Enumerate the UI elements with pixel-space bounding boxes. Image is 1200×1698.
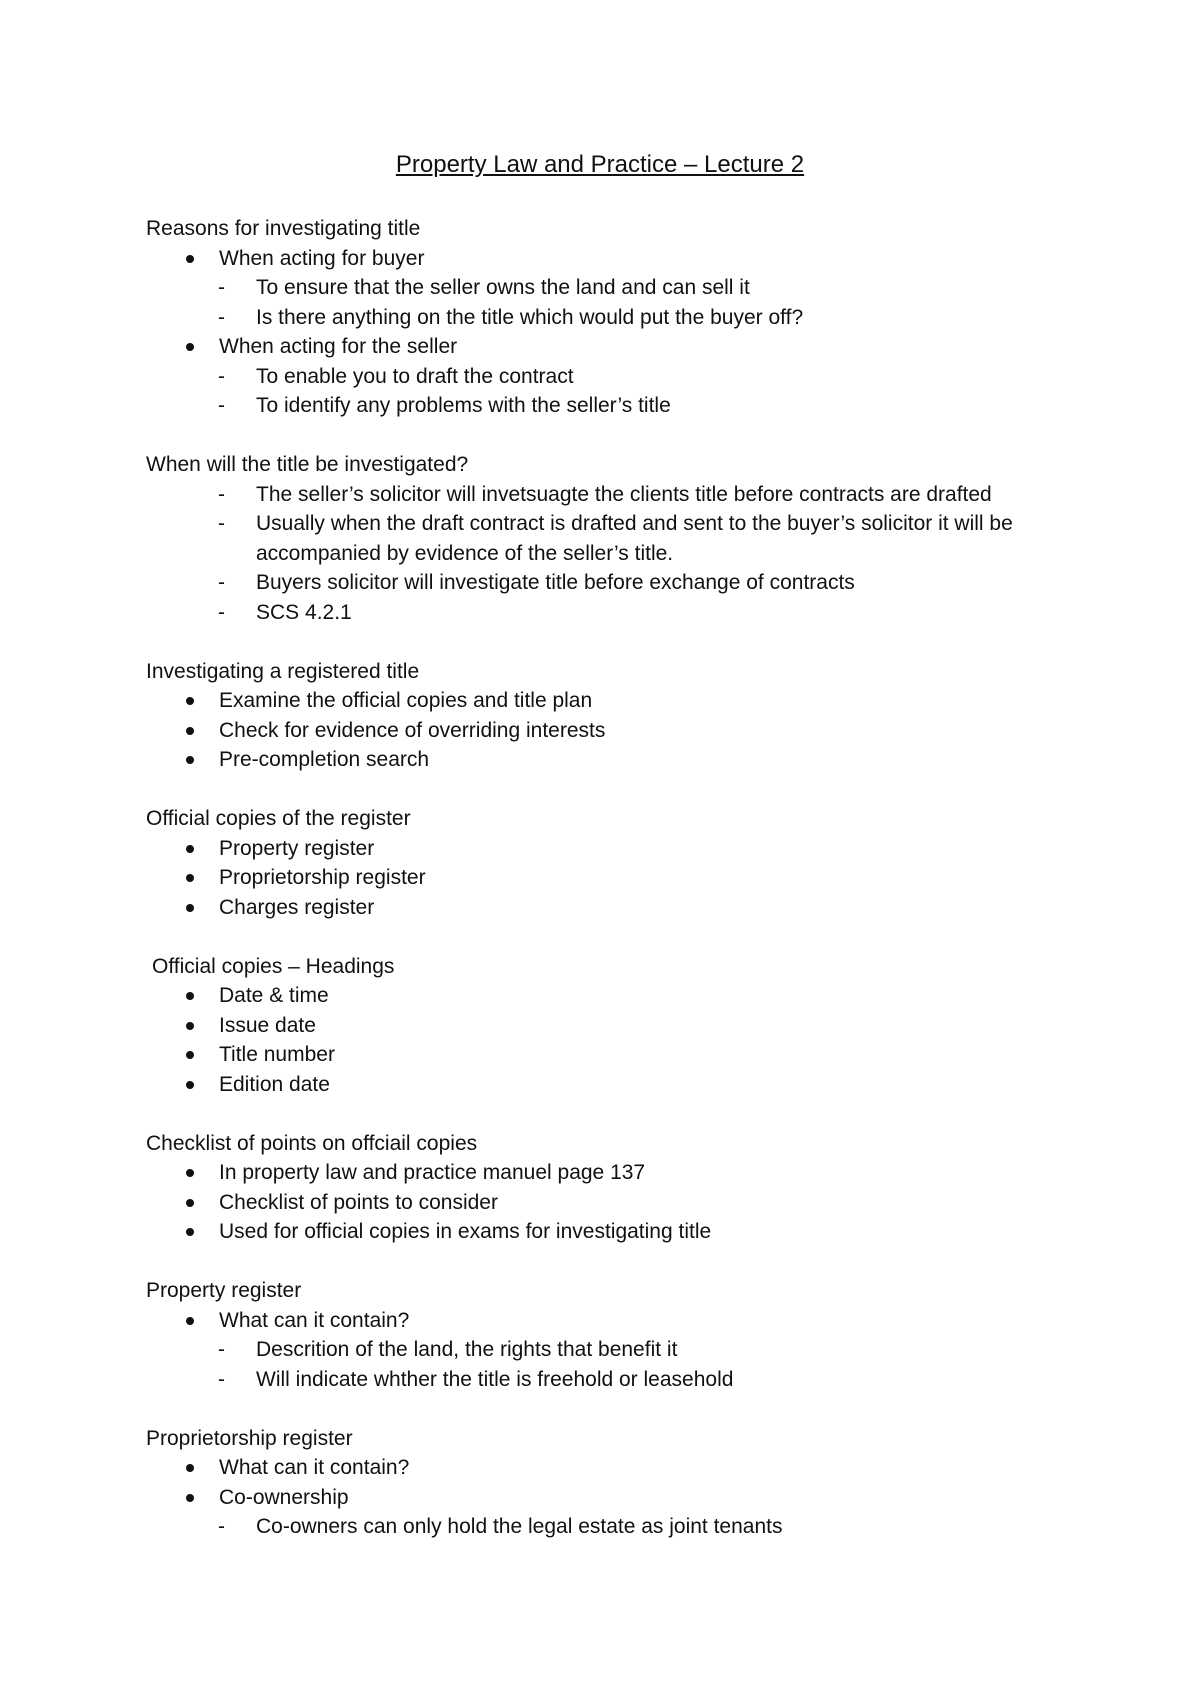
dash-item	[146, 1365, 1066, 1395]
bullet-item	[146, 1188, 1066, 1218]
section-heading: When will the title be investigated?	[146, 453, 469, 476]
section-reasons-for-investigating-title	[146, 214, 1066, 421]
bullet-item	[146, 1040, 1066, 1070]
dash-item	[146, 509, 1066, 568]
section-heading: Investigating a registered title	[146, 659, 420, 683]
bullet-icon	[186, 1022, 194, 1030]
bullet-text: Used for official copies in exams for investigating title	[219, 1220, 712, 1243]
dash-icon: -	[218, 276, 225, 299]
bullet-text: When acting for buyer	[219, 246, 425, 270]
bullet-item	[146, 1158, 1066, 1188]
bullet-item	[146, 863, 1066, 893]
dash-text: SCS 4.2.1	[256, 600, 352, 624]
dash-item	[146, 568, 1066, 598]
page-title: Property Law and Practice – Lecture 2	[395, 151, 805, 178]
bullet-text: What can it contain?	[219, 1456, 410, 1479]
dash-icon: -	[218, 1367, 225, 1391]
bullet-text: Checklist of points to consider	[219, 1190, 498, 1214]
dash-text: The seller’s solicitor will invetsuagte the clients title before contracts are drafted	[256, 482, 992, 506]
dash-icon: -	[218, 482, 225, 506]
bullet-text: Pre-completion search	[219, 748, 430, 771]
dash-icon: -	[218, 600, 225, 624]
dash-icon: -	[218, 305, 225, 329]
section-property-register	[146, 1276, 1066, 1394]
dash-text: To ensure that the seller owns the land and can sell it	[256, 276, 750, 299]
dash-item	[146, 391, 1066, 421]
bullet-text: Title number	[219, 1043, 335, 1066]
bullet-text: Property register	[219, 836, 375, 860]
bullet-icon	[186, 1464, 194, 1472]
bullet-icon	[186, 1199, 194, 1207]
bullet-text: Charges register	[219, 895, 375, 919]
bullet-icon	[186, 756, 194, 764]
bullet-text: Date & time	[219, 984, 329, 1007]
bullet-item	[146, 834, 1066, 864]
bullet-icon	[186, 1081, 194, 1089]
section-heading: Proprietorship register	[146, 1426, 353, 1450]
dash-item	[146, 598, 1066, 628]
bullet-text: Check for evidence of overriding interests	[219, 718, 606, 742]
bullet-text: Edition date	[219, 1072, 330, 1096]
dash-icon: -	[218, 1338, 225, 1361]
bullet-icon	[186, 874, 194, 882]
dash-text: Usually when the draft contract is drafted and sent to the buyer’s solicitor it will be accompanied by evidence of the seller’s title.	[256, 512, 1013, 565]
bullet-icon	[186, 845, 194, 853]
bullet-item	[146, 1011, 1066, 1041]
dash-icon: -	[218, 364, 225, 388]
dash-text: Will indicate whther the title is freehold or leasehold	[256, 1367, 734, 1391]
section-heading: Property register	[146, 1279, 302, 1302]
section-heading: Official copies – Headings	[152, 954, 395, 978]
bullet-icon	[186, 697, 194, 705]
dash-icon: -	[218, 394, 225, 417]
bullet-text: In property law and practice manuel page 137	[219, 1161, 646, 1184]
bullet-icon	[186, 1051, 194, 1059]
bullet-item	[146, 332, 1066, 362]
bullet-icon	[186, 1169, 194, 1177]
bullet-item	[146, 244, 1066, 274]
bullet-icon	[186, 904, 194, 912]
bullet-icon	[186, 1317, 194, 1325]
section-official-copies-headings	[146, 952, 1066, 1100]
bullet-item	[146, 981, 1066, 1011]
bullet-text: What can it contain?	[219, 1308, 410, 1332]
section-when-will-title-be-investigated	[146, 450, 1066, 627]
bullet-icon	[186, 727, 194, 735]
bullet-text: Issue date	[219, 1013, 316, 1037]
section-investigating-registered-title	[146, 657, 1066, 775]
document-body	[146, 214, 1066, 1571]
bullet-item	[146, 1306, 1066, 1336]
section-heading: Official copies of the register	[146, 807, 411, 830]
dash-icon: -	[218, 1515, 225, 1538]
bullet-text: Proprietorship register	[219, 866, 426, 889]
dash-item	[146, 1335, 1066, 1365]
bullet-item	[146, 1070, 1066, 1100]
bullet-item	[146, 686, 1066, 716]
dash-item	[146, 303, 1066, 333]
section-heading: Reasons for investigating title	[146, 217, 421, 240]
dash-item	[146, 273, 1066, 303]
bullet-item	[146, 716, 1066, 746]
bullet-icon	[186, 992, 194, 1000]
section-official-copies-of-register	[146, 804, 1066, 922]
dash-text: Is there anything on the title which would put the buyer off?	[256, 305, 804, 329]
bullet-text: Examine the official copies and title plan	[219, 689, 593, 712]
bullet-item	[146, 1217, 1066, 1247]
dash-text: Buyers solicitor will investigate title before exchange of contracts	[256, 571, 855, 594]
bullet-item	[146, 893, 1066, 923]
bullet-icon	[186, 1494, 194, 1502]
section-checklist-official-copies	[146, 1129, 1066, 1247]
section-heading: Checklist of points on offciail copies	[146, 1131, 478, 1155]
dash-item	[146, 480, 1066, 510]
bullet-item	[146, 745, 1066, 775]
bullet-item	[146, 1453, 1066, 1483]
dash-icon: -	[218, 571, 225, 594]
section-proprietorship-register	[146, 1424, 1066, 1542]
bullet-icon	[186, 1228, 194, 1236]
bullet-text: Co-ownership	[219, 1485, 349, 1509]
dash-text: Co-owners can only hold the legal estate as joint tenants	[256, 1515, 783, 1538]
dash-icon: -	[218, 512, 225, 535]
dash-item	[146, 1512, 1066, 1542]
dash-text: To identify any problems with the seller’s title	[256, 394, 671, 417]
dash-text: Descrition of the land, the rights that benefit it	[256, 1338, 678, 1361]
bullet-item	[146, 1483, 1066, 1513]
bullet-icon	[186, 343, 194, 351]
bullet-text: When acting for the seller	[219, 335, 458, 358]
dash-item	[146, 362, 1066, 392]
bullet-icon	[186, 255, 194, 263]
dash-text: To enable you to draft the contract	[256, 364, 574, 388]
